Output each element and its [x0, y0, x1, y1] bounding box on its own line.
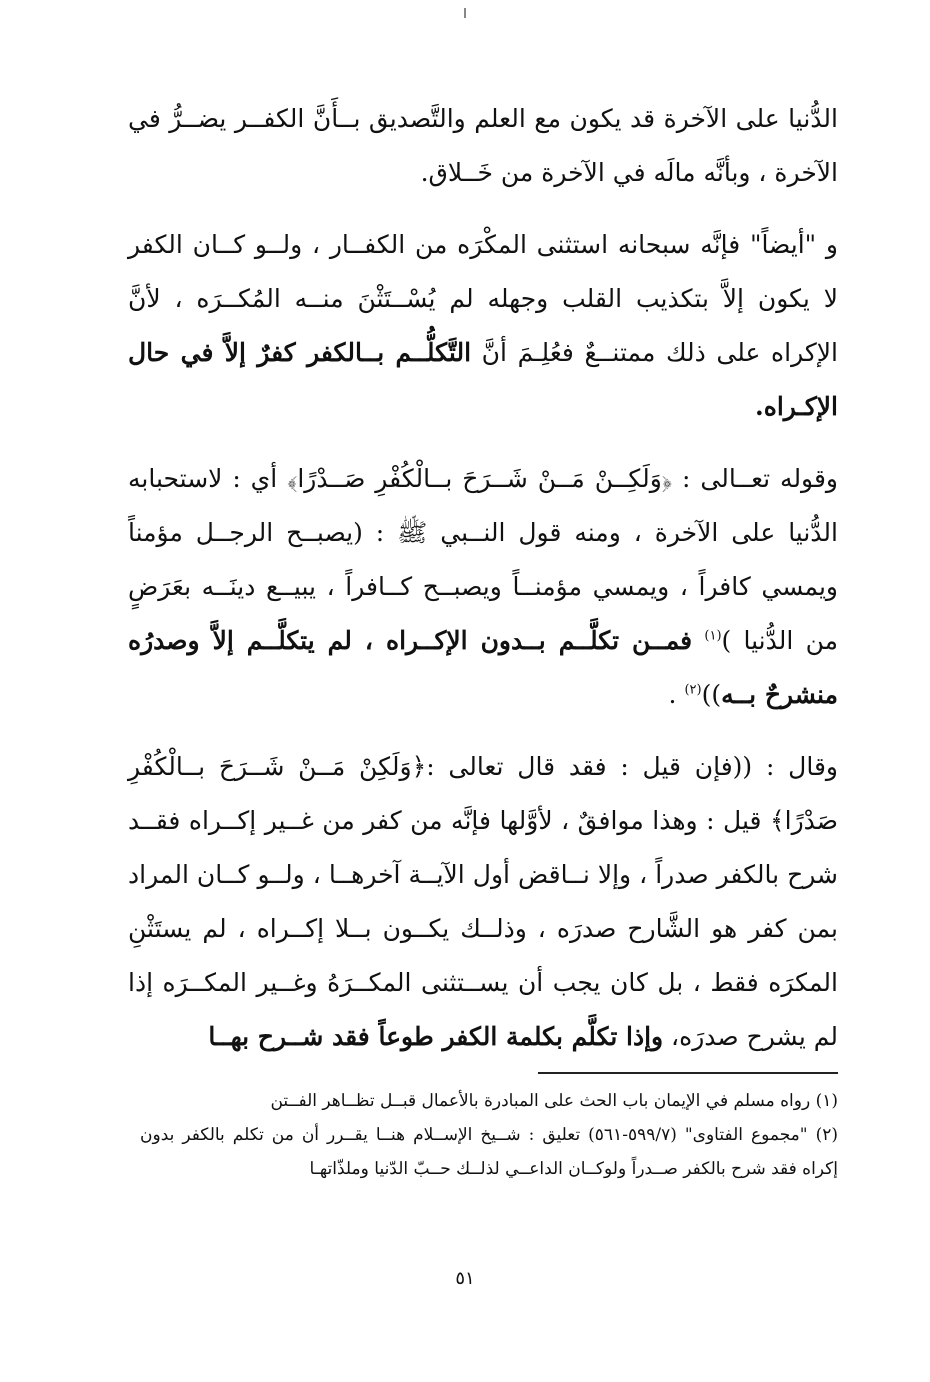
- paragraph-1: [128, 92, 838, 200]
- page-number: ٥١: [455, 1268, 475, 1289]
- paragraph-3-end: .: [668, 680, 685, 709]
- paragraph-3-quote-close: )): [701, 680, 722, 709]
- paragraph-4-bold-text: وإذا تكلَّم بكلمة الكفر طوعاً فقد شــرح بهــا: [208, 1022, 664, 1051]
- paragraph-3-text: وقوله تعــالى : ﴿وَلَكِــنْ مَــنْ شَــرَحَ بــالْكُفْرِ صَــدْرًا﴾ أي : لاستحبابه الدُّنيا على الآخرة ، ومنه قول النــبي ﷺ : (يصبــح الرجــل مؤمناً ويمسي كافراً ، ويمسي مؤمنــاً ويصبــح كــافراً ، يبيــع دينَــه بعَرَضٍ من الدُّنيا ): [128, 464, 838, 655]
- paragraph-4-text: وقال : ((فإن قيل : فقد قال تعالى :﴿وَلَكِنْ مَــنْ شَــرَحَ بــالْكُفْرِ صَدْرًا﴾ قيل : وهذا موافقٌ ، لأوَّلها فإنَّه من كفر من غــير إكــراه فقــد شرح بالكفر صدراً ، وإلا نــاقض أول الآيــة آخرهــا ، ولــو كــان المراد بمن كفر هو الشَّارح صدرَه ، وذلــك يكــون بــلا إكــراه ، لم يستَثْنِ المكرَه فقط ، بل كان يجب أن يســتثنى المكــرَهُ وغــير المكــرَه إذا لم يشرح صدرَه،: [128, 752, 838, 1051]
- footnote-2: (٢) "مجموع الفتاوى" (٥٩٩/٧-٥٦١) تعليق : شــيخ الإســلام هنــا يقــرر أن من تكلم بالكفر بدون إكراه فقد شرح بالكفر صــدراً ولوكــان الداعــي لذلــك حــبّ الدّنيا وملذّاتهـا: [140, 1125, 838, 1179]
- main-text: [128, 92, 838, 1082]
- paragraph-1-text: الدُّنيا على الآخرة قد يكون مع العلم والتَّصديق بــأَنَّ الكفــر يضــرُّ في الآخرة ، وبأنَّه مالَه في الآخرة من خَــلاق.: [128, 104, 838, 187]
- footnote-ref-1: (١): [704, 628, 722, 644]
- paragraph-3-space: [692, 626, 704, 655]
- footnote-1: (١) رواه مسلم في الإيمان باب الحث على المبادرة بالأعمال قبــل تظــاهر الفــتن: [270, 1091, 838, 1111]
- paragraph-2-text: و "أيضاً" فإنَّه سبحانه استثنى المكْرَه من الكفــار ، ولــو كــان الكفر لا يكون إلاَّ بتكذيب القلب وجهله لم يُسْــتَثْنَ منــه المُكــرَه ، لأنَّ الإكراه على ذلك ممتنــعٌ فعُلِـمَ أنَّ: [128, 230, 838, 367]
- paragraph-3: [128, 452, 838, 722]
- paragraph-4: [128, 740, 838, 1064]
- paragraph-2-bold-text: التَّكلُّــم بــالكفر كفرٌ إلاَّ في حال الإكـراه.: [128, 338, 838, 421]
- footnote-ref-2: (٢): [684, 682, 702, 698]
- footnote-separator: [538, 1072, 838, 1074]
- paragraph-3-bold-text: فمــن تكلَّــم بــدون الإكــراه ، لم يتكلَّــم إلاَّ وصدرُه منشرحٌ بــه: [128, 626, 838, 709]
- footnotes: [140, 1084, 838, 1186]
- paragraph-2: [128, 218, 838, 434]
- page-top-mark: [464, 8, 466, 18]
